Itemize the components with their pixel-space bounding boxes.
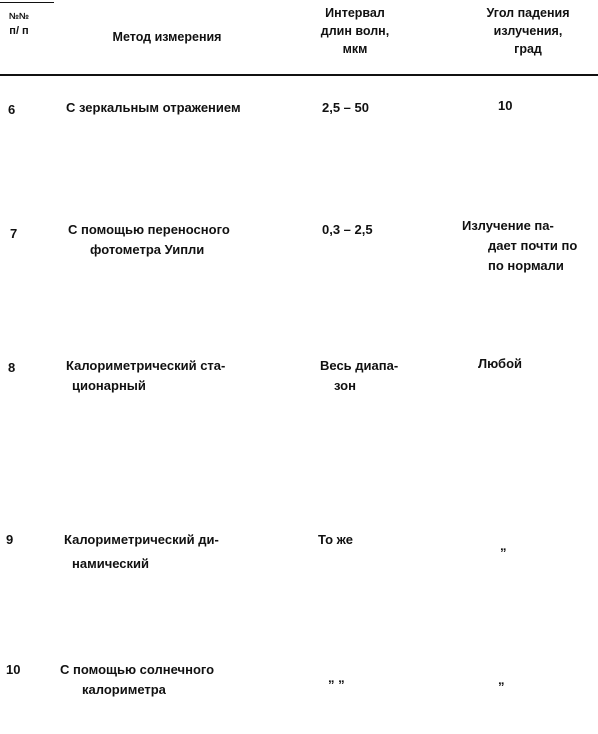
header-angle-line3: град: [514, 42, 542, 56]
header-angle-line2: излучения,: [493, 24, 563, 38]
row-6-method-line1: С зеркальным отражением: [66, 100, 241, 115]
header-interval-line3: мкм: [342, 42, 368, 56]
row-6-num: 6: [8, 102, 16, 117]
header-interval-line2: длин волн,: [320, 24, 390, 38]
row-10-method-line1: С помощью солнечного: [60, 662, 215, 677]
header-rule: [0, 74, 598, 76]
row-8-num: 8: [8, 360, 16, 375]
row-8-interval-line1: Весь диапа-: [320, 358, 399, 373]
header-method-label: Метод измерения: [112, 30, 222, 44]
row-10-method: [60, 660, 214, 700]
row-7-angle-line1: Излучение па-: [462, 218, 554, 233]
row-9-angle: „: [500, 538, 507, 553]
row-10-method-line2: калориметра: [82, 682, 166, 697]
row-7-interval: 0,3 – 2,5: [322, 222, 373, 237]
row-7-angle: [462, 216, 577, 276]
row-7-angle-line3: по нормали: [488, 258, 564, 273]
row-9-interval: То же: [318, 532, 353, 547]
header-num-line2: п/ п: [9, 25, 29, 37]
row-8-method-line1: Калориметрический ста-: [66, 358, 226, 373]
row-7-angle-line2: дает почти по: [488, 238, 578, 253]
row-9-num: 9: [6, 532, 14, 547]
row-7-num: 7: [10, 226, 18, 241]
row-9-method: [64, 530, 219, 574]
row-8-interval: [320, 356, 398, 396]
row-10-num: 10: [6, 662, 21, 677]
row-10-interval: „ „: [328, 670, 345, 685]
row-8-method-line2: ционарный: [72, 378, 146, 393]
header-num-line1: №№: [8, 11, 30, 21]
header-interval: [300, 4, 410, 58]
row-7-method-line2: фотометра Уипли: [90, 242, 205, 257]
row-8-interval-line2: зон: [334, 378, 356, 393]
row-10-angle: „: [498, 672, 505, 687]
header-angle-line1: Угол падения: [486, 6, 570, 20]
row-8-method: [66, 356, 225, 396]
header-num: [0, 10, 38, 40]
row-8-angle: Любой: [478, 356, 523, 371]
header-method: [72, 28, 262, 46]
header-interval-line1: Интервал: [325, 6, 385, 20]
row-6-interval: 2,5 – 50: [322, 100, 369, 115]
row-7-method: [68, 220, 230, 260]
row-9-method-line2: намический: [72, 556, 150, 571]
top-rule: [0, 2, 54, 3]
row-6-angle: 10: [498, 98, 513, 113]
row-9-method-line1: Калориметрический ди-: [64, 532, 219, 547]
row-7-method-line1: С помощью переносного: [68, 222, 230, 237]
header-angle: [458, 4, 598, 58]
row-6-method: [66, 98, 241, 118]
